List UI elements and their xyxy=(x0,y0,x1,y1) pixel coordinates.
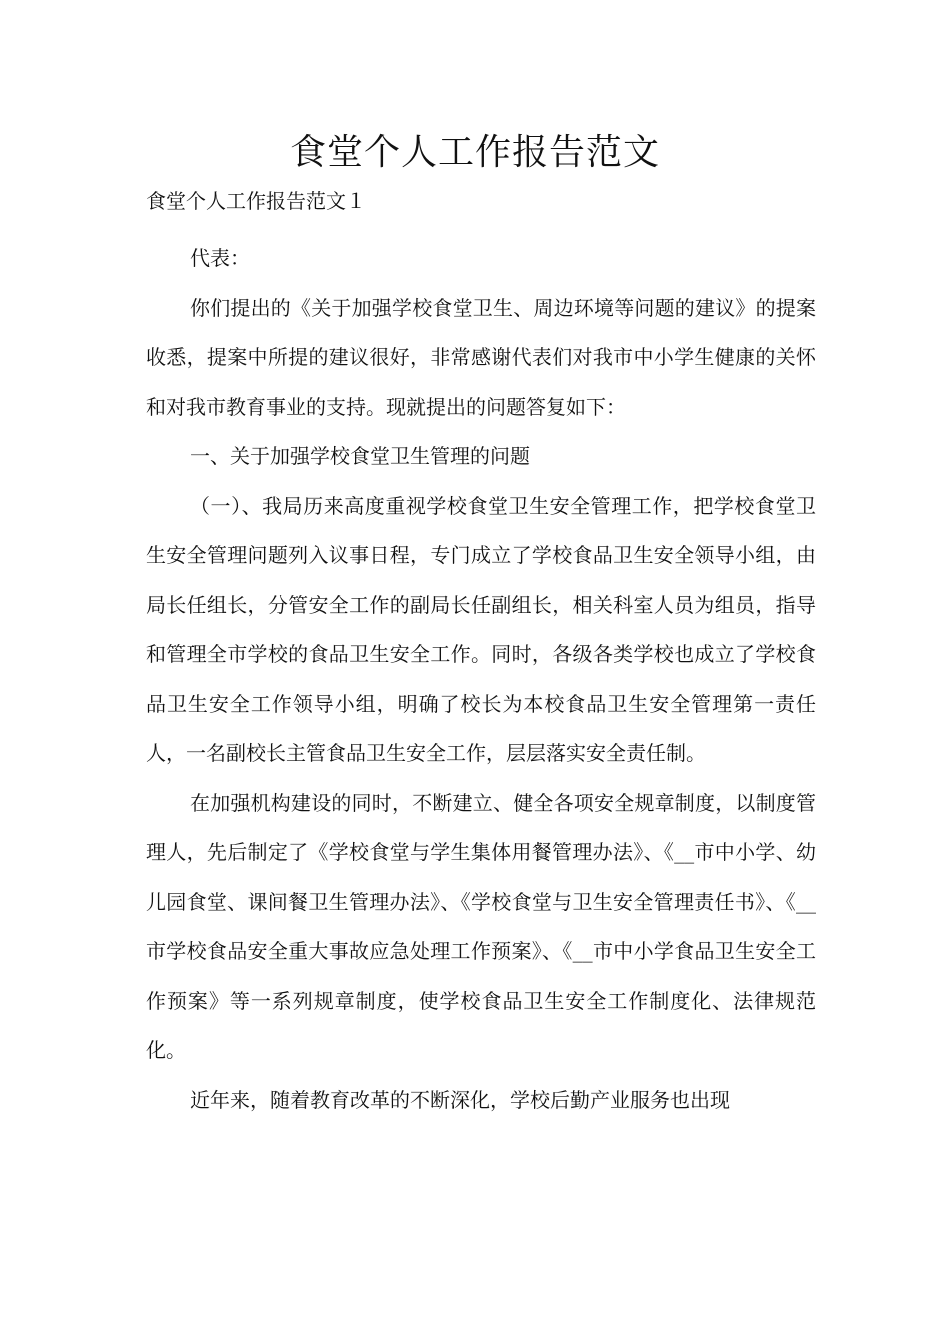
paragraph-management-organization: （一）、我局历来高度重视学校食堂卫生安全管理工作，把学校食堂卫生安全管理问题列入议事日程，专门成立了学校食品卫生安全领导小组，由局长任组长，分管安全工作的副局长任副组长，相关科室人员为组员，指导和管理全市学校的食品卫生安全工作。同时，各级各类学校也成立了学校食品卫生安全工作领导小组，明确了校长为本校食品卫生安全管理第一责任人，一名副校长主管食品卫生安全工作，层层落实安全责任制。 xyxy=(146,493,816,765)
paragraph-proposal-received: 你们提出的《关于加强学校食堂卫生、周边环境等问题的建议》的提案收悉，提案中所提的建议很好，非常感谢代表们对我市中小学生健康的关怀和对我市教育事业的支持。现就提出的问题答复如下： xyxy=(146,295,816,419)
paragraph-recent-years: 近年来，随着教育改革的不断深化，学校后勤产业服务也出现 xyxy=(190,1087,730,1112)
document-title: 食堂个人工作报告范文 xyxy=(289,132,660,173)
document-subtitle: 食堂个人工作报告范文１ xyxy=(146,189,366,213)
paragraph-salutation: 代表： xyxy=(190,246,250,270)
paragraph-section-heading-1: 一、关于加强学校食堂卫生管理的问题 xyxy=(190,444,530,468)
paragraph-regulations: 在加强机构建设的同时，不断建立、健全各项安全规章制度，以制度管理人，先后制定了《学校食堂与学生集体用餐管理办法》、《__市中小学、幼儿园食堂、课间餐卫生管理办法》、《学校食堂与卫生安全管理责任书》、《__市学校食品安全重大事故应急处理工作预案》、《__市中小学食品卫生安全工作预案》等一系列规章制度，使学校食品卫生安全工作制度化、法律规范化。 xyxy=(146,790,816,1062)
document-body xyxy=(146,234,816,1125)
